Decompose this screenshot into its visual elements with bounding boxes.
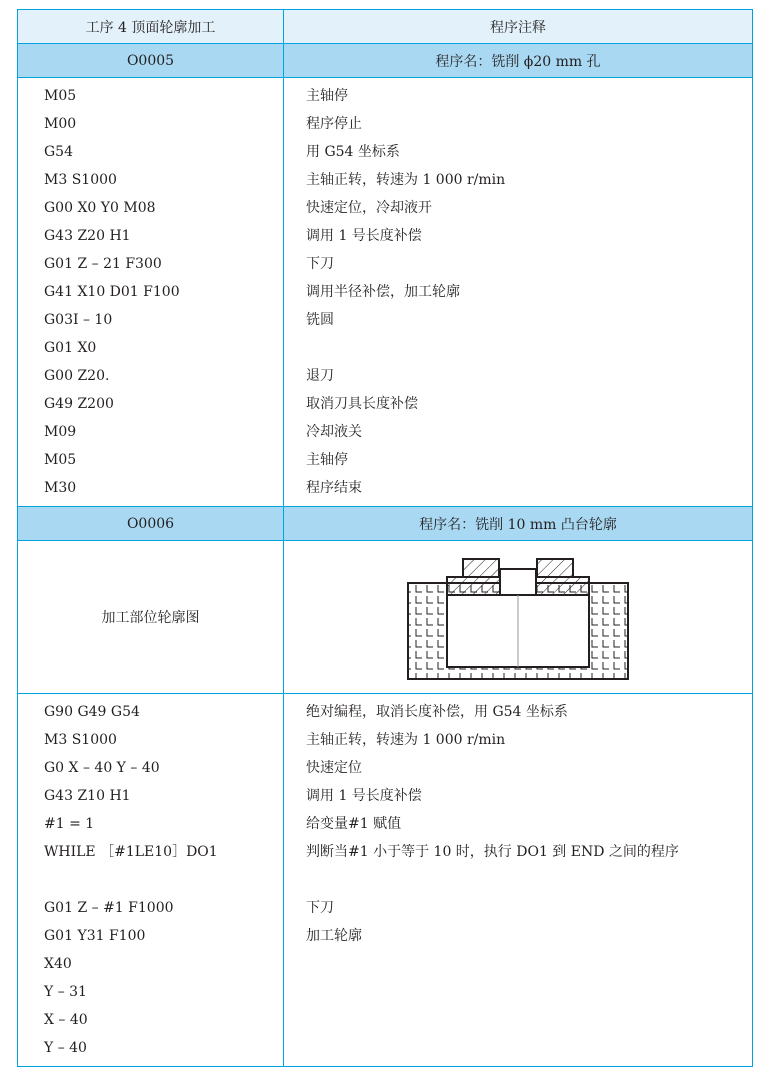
header-comment: 程序注释 [490,19,546,36]
comment-line: 下刀 [306,256,334,272]
code-column [18,694,284,1066]
center-slot [500,569,536,595]
code-line: Y – 40 [44,1040,87,1056]
comment-line: 绝对编程，取消长度补偿，用 G54 坐标系 [306,704,568,720]
code-line: M05 [44,88,77,104]
comment-line: 程序停止 [306,116,362,132]
comment-line: 调用半径补偿，加工轮廓 [306,284,460,300]
comment-line: 主轴停 [306,88,348,104]
comment-line: 加工轮廓 [306,928,362,944]
comment-line: 铣圆 [306,312,334,328]
program-o0006-row [18,507,752,541]
comment-line: 调用 1 号长度补偿 [306,788,422,804]
program-o0005-row [18,44,752,78]
boss-contour-drawing [403,551,633,683]
right-boss [537,559,573,577]
code-line: G01 Y31 F100 [44,928,146,944]
code-column [18,78,284,506]
code-line: G00 Z20. [44,368,110,384]
comment-line: 下刀 [306,900,334,916]
table-header-row [18,10,752,44]
figure-label-cell [18,541,284,693]
program-name: 程序名：铣削 10 mm 凸台轮廓 [419,516,617,533]
program-table [17,9,753,1067]
comment-line: 判断当#1 小于等于 10 时，执行 DO1 到 END 之间的程序 [306,844,679,860]
code-line [18,866,283,894]
comment-line [284,334,752,362]
comment-line: 退刀 [306,368,334,384]
code-line: M3 S1000 [44,732,117,748]
comment-line [284,1006,752,1034]
code-line: M3 S1000 [44,172,117,188]
code-line: G90 G49 G54 [44,704,140,720]
code-line: M09 [44,424,77,440]
code-line: G54 [44,144,73,160]
code-line: G43 Z10 H1 [44,788,131,804]
code-line: G43 Z20 H1 [44,228,131,244]
comment-line [284,950,752,978]
comment-line: 主轴正转，转速为 1 000 r/min [306,732,506,748]
comment-line [284,1034,752,1062]
code-line: G03I – 10 [44,312,113,328]
code-line: M00 [44,116,77,132]
code-line: M05 [44,452,77,468]
program-o0005-lines [18,78,752,507]
comment-line [284,978,752,1006]
code-line: WHILE ［#1LE10］DO1 [44,844,218,860]
program-name: 程序名：铣削 ϕ20 mm 孔 [435,53,601,70]
comment-line: 用 G54 坐标系 [306,144,400,160]
comment-line: 程序结束 [306,480,362,496]
program-number: O0005 [18,44,284,77]
code-line: G0 X – 40 Y – 40 [44,760,160,776]
figure-label: 加工部位轮廓图 [101,610,200,626]
code-line: G00 X0 Y0 M08 [44,200,156,216]
code-line: Y – 31 [44,984,87,1000]
code-line: X – 40 [44,1012,88,1028]
figure-cell [284,541,752,693]
code-line: #1 = 1 [44,816,95,832]
code-line: G01 X0 [44,340,97,356]
figure-row [18,541,752,694]
comment-column [284,694,752,1066]
comment-line: 主轴停 [306,452,348,468]
code-line: G01 Z – 21 F300 [44,256,162,272]
program-o0006-lines [18,694,752,1066]
code-line: X40 [44,956,72,972]
comment-line: 给变量#1 赋值 [306,816,402,832]
header-process: 工序 4 顶面轮廓加工 [18,10,284,43]
left-boss [463,559,499,577]
code-line: G49 Z200 [44,396,114,412]
comment-line: 冷却液关 [306,424,362,440]
program-number: O0006 [18,507,284,540]
comment-line [284,866,752,894]
comment-line: 主轴正转，转速为 1 000 r/min [306,172,506,188]
code-line: G01 Z – #1 F1000 [44,900,174,916]
code-line: G41 X10 D01 F100 [44,284,180,300]
comment-column [284,78,752,506]
code-line: M30 [44,480,77,496]
comment-line: 调用 1 号长度补偿 [306,228,422,244]
comment-line: 取消刀具长度补偿 [306,396,418,412]
comment-line: 快速定位 [306,760,362,776]
comment-line: 快速定位，冷却液开 [306,200,432,216]
